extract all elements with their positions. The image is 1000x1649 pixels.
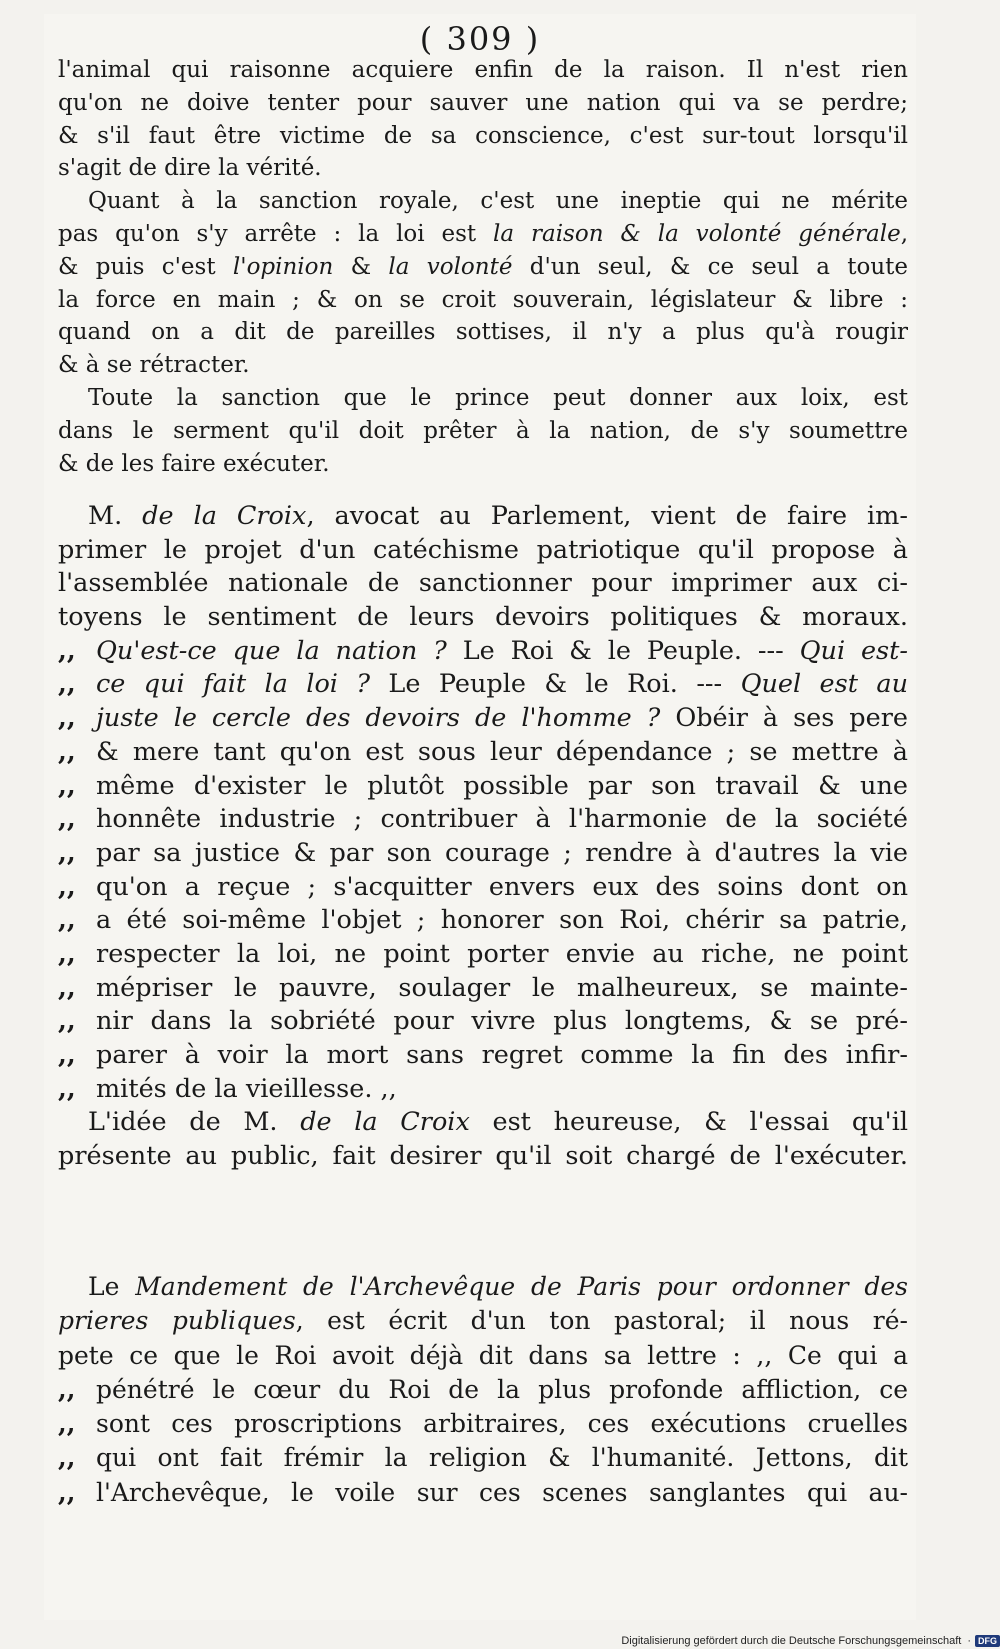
text-line: pas qu'on s'y arrête : la loi est la raison & la volonté générale, <box>58 220 908 247</box>
quote-mark: ,, <box>58 635 76 666</box>
footer-credit: Digitalisierung gefördert durch die Deutsche Forschungsgemeinschaft <box>621 1635 962 1647</box>
text-block-mandement <box>58 1270 908 1510</box>
quote-line: ,, pénétré le cœur du Roi de la plus profonde affliction, ce <box>58 1373 908 1407</box>
paragraph-animal <box>58 54 908 185</box>
dfg-logo-icon: DFG <box>975 1635 1000 1647</box>
quote-line: ,, qui ont fait frémir la religion & l'humanité. Jettons, dit <box>58 1441 908 1475</box>
text-line: dans le serment qu'il doit prêter à la nation, de s'y soumettre <box>58 417 908 444</box>
quote-mark: ,, <box>58 669 76 700</box>
quote-line: ,, mépriser le pauvre, soulager le malheureux, se mainte- <box>58 972 908 1006</box>
quote-mark: ,, <box>58 770 76 801</box>
text-line: Le Mandement de l'Archevêque de Paris pour ordonner des <box>88 1272 909 1301</box>
quote-line: ,, juste le cercle des devoirs de l'homme ? Obéir à ses pere <box>58 702 908 736</box>
quote-line: ,, mités de la vieillesse. ,, <box>58 1073 908 1107</box>
paragraph-sanction-royale <box>58 185 908 382</box>
text-line: la force en main ; & on se croit souverain, législateur & libre : <box>58 286 908 313</box>
text-line: présente au public, fait desirer qu'il soit chargé de l'exécuter. <box>58 1141 908 1172</box>
text-line: prieres publiques, est écrit d'un ton pastoral; il nous ré- <box>58 1306 908 1336</box>
quote-line: ,, qu'on a reçue ; s'acquitter envers eux des soins dont on <box>58 871 908 905</box>
text-line: & de les faire exécuter. <box>58 450 330 477</box>
text-line: & s'il faut être victime de sa conscience, c'est sur-tout lorsqu'il <box>58 122 908 149</box>
quote-mark: ,, <box>58 1073 76 1104</box>
quote-mark: ,, <box>58 837 76 868</box>
text-line: s'agit de dire la vérité. <box>58 155 322 182</box>
quote-mark: ,, <box>58 1409 76 1439</box>
quote-line: ,, Qu'est-ce que la nation ? Le Roi & le Peuple. --- Qui est- <box>58 635 908 669</box>
quote-line: ,, honnête industrie ; contribuer à l'harmonie de la société <box>58 803 908 837</box>
quote-mark: ,, <box>58 804 76 835</box>
quote-mark: ,, <box>58 1040 76 1070</box>
quote-line: ,, parer à voir la mort sans regret comme la fin des infir- <box>58 1039 908 1073</box>
quote-mark: ,, <box>58 905 76 936</box>
text-line: toyens le sentiment de leurs devoirs politiques & moraux. <box>58 602 908 633</box>
quote-mark: ,, <box>58 736 76 767</box>
quote-mark: ,, <box>58 871 76 902</box>
text-line: Quant à la sanction royale, c'est une ineptie qui ne mérite <box>88 188 908 215</box>
page-number: ( 309 ) <box>419 20 541 58</box>
quote-mark: ,, <box>58 1374 76 1404</box>
quote-line: ,, respecter la loi, ne point porter envie au riche, ne point <box>58 938 908 972</box>
text-line: l'animal qui raisonne acquiere enfin de la raison. Il n'est rien <box>58 57 908 83</box>
quote-line: ,, & mere tant qu'on est sous leur dépendance ; se mettre à <box>58 736 908 770</box>
text-line: & puis c'est l'opinion & la volonté d'un seul, & ce seul a toute <box>58 253 908 280</box>
quote-line: ,, ce qui fait la loi ? Le Peuple & le Roi. --- Quel est au <box>58 668 908 702</box>
quote-mark: ,, <box>58 703 76 734</box>
text-line: pete ce que le Roi avoit déjà dit dans sa lettre : ,, Ce qui a <box>58 1340 908 1370</box>
quote-line: ,, l'Archevêque, le voile sur ces scenes sanglantes qui au- <box>58 1476 908 1510</box>
text-line: quand on a dit de pareilles sottises, il n'y a plus qu'à rougir <box>58 319 908 346</box>
digitization-footer: Digitalisierung gefördert durch die Deutsche Forschungsgemeinschaft · DFG <box>621 1635 1000 1647</box>
quote-line: ,, a été soi-même l'objet ; honorer son Roi, chérir sa patrie, <box>58 904 908 938</box>
quote-line: ,, par sa justice & par son courage ; rendre à d'autres la vie <box>58 837 908 871</box>
text-line: l'assemblée nationale de sanctionner pour imprimer aux ci- <box>58 568 908 599</box>
text-line: primer le projet d'un catéchisme patriotique qu'il propose à <box>58 534 908 565</box>
paragraph-sanction-prince <box>58 382 908 480</box>
quote-mark: ,, <box>58 1443 76 1473</box>
quote-line: ,, sont ces proscriptions arbitraires, ces exécutions cruelles <box>58 1407 908 1441</box>
quote-mark: ,, <box>58 1477 76 1507</box>
text-line: L'idée de M. de la Croix est heureuse, & l'essai qu'il <box>88 1107 908 1138</box>
book-page <box>44 14 916 1620</box>
text-line: qu'on ne doive tenter pour sauver une nation qui va se perdre; <box>58 89 908 116</box>
quote-mark: ,, <box>58 1006 76 1037</box>
quote-line: ,, même d'exister le plutôt possible par son travail & une <box>58 770 908 804</box>
text-block-top <box>58 54 908 480</box>
quote-mark: ,, <box>58 938 76 969</box>
quote-mark: ,, <box>58 972 76 1003</box>
text-line: Toute la sanction que le prince peut donner aux loix, est <box>88 384 908 411</box>
quote-line: ,, nir dans la sobriété pour vivre plus longtems, & se pré- <box>58 1005 908 1039</box>
text-block-catechism <box>58 500 908 1174</box>
text-line: M. de la Croix, avocat au Parlement, vient de faire im- <box>88 501 908 531</box>
text-line: & à se rétracter. <box>58 352 250 379</box>
